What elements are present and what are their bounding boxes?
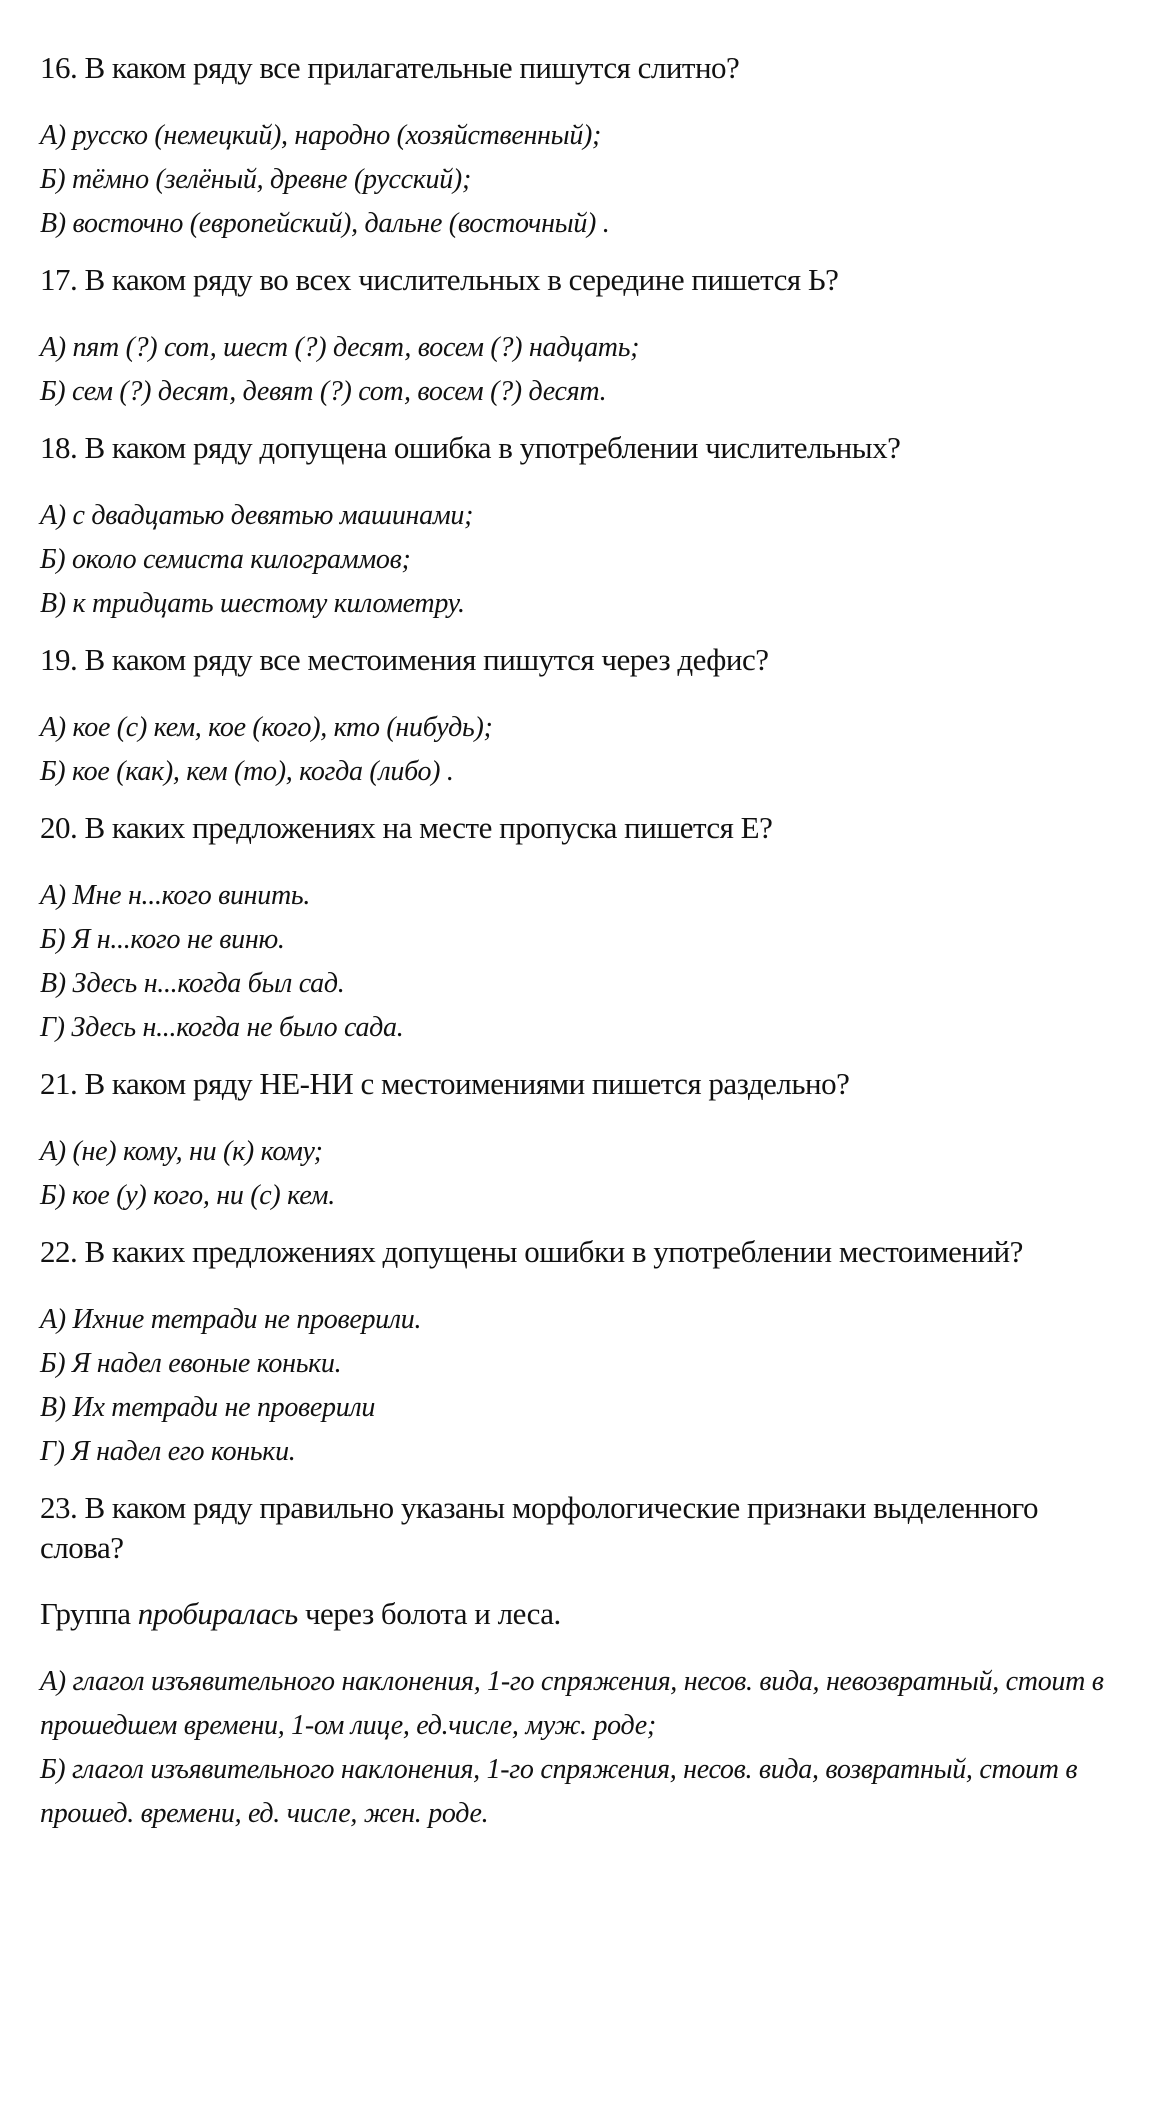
question-text: 17. В каком ряду во всех числительных в середине пишется Ь?	[40, 262, 839, 297]
option-item: В) Их тетради не проверили	[40, 1392, 376, 1423]
option-item: Б) тёмно (зелёный, древне (русский);	[40, 164, 471, 195]
option-item: А) с двадцатью девятью машинами;	[40, 500, 474, 531]
options-list	[40, 326, 1120, 414]
question-19	[40, 640, 1120, 794]
option-item: В) Здесь н...когда был сад.	[40, 968, 345, 999]
question-text: 19. В каком ряду все местоимения пишутся через дефис?	[40, 642, 769, 677]
option-item: А) русско (немецкий), народно (хозяйственный);	[40, 120, 602, 151]
sentence-end: через болота и леса.	[297, 1596, 561, 1631]
question-text: 22. В каких предложениях допущены ошибки в употреблении местоимений?	[40, 1234, 1023, 1269]
highlighted-word: пробиралась	[137, 1596, 298, 1631]
question-22	[40, 1232, 1120, 1474]
option-item: Г) Я надел его коньки.	[40, 1436, 296, 1467]
option-item: Б) кое (у) кого, ни (с) кем.	[40, 1180, 335, 1211]
question-text: 18. В каком ряду допущена ошибка в употреблении числительных?	[40, 430, 901, 465]
question-text: 21. В каком ряду НЕ-НИ с местоимениями пишется раздельно?	[40, 1066, 850, 1101]
options-list	[40, 874, 1120, 1050]
options-list	[40, 114, 1120, 246]
question-17	[40, 260, 1120, 414]
option-item: А) пят (?) сот, шест (?) десят, восем (?) надцать;	[40, 332, 640, 363]
options-list	[40, 706, 1120, 794]
options-list	[40, 1130, 1120, 1218]
option-item: В) восточно (европейский), дальне (восточный) .	[40, 208, 610, 239]
option-item: Б) Я н...кого не виню.	[40, 924, 285, 955]
option-item: В) к тридцать шестому километру.	[40, 588, 465, 619]
question-text: 16. В каком ряду все прилагательные пишутся слитно?	[40, 50, 740, 85]
options-list	[40, 494, 1120, 626]
option-item: Г) Здесь н...когда не было сада.	[40, 1012, 404, 1043]
option-item: Б) около семиста килограммов;	[40, 544, 411, 575]
question-text: 20. В каких предложениях на месте пропуска пишется Е?	[40, 810, 773, 845]
option-item: А) кое (с) кем, кое (кого), кто (нибудь);	[40, 712, 493, 743]
options-list	[40, 1660, 1120, 1836]
question-text: 23. В каком ряду правильно указаны морфологические признаки выделенного слова?	[40, 1490, 1039, 1565]
sentence-start: Группа	[40, 1596, 138, 1631]
option-item: Б) Я надел евоные коньки.	[40, 1348, 342, 1379]
question-21	[40, 1064, 1120, 1218]
question-18	[40, 428, 1120, 626]
option-item: Б) кое (как), кем (то), когда (либо) .	[40, 756, 454, 787]
option-item: Б) сем (?) десят, девят (?) сот, восем (?) десят.	[40, 376, 607, 407]
question-23	[40, 1488, 1120, 1836]
option-item: А) (не) кому, ни (к) кому;	[40, 1136, 323, 1167]
question-16	[40, 48, 1120, 246]
option-item: А) Ихние тетради не проверили.	[40, 1304, 422, 1335]
option-item: Б) глагол изъявительного наклонения, 1-го спряжения, несов. вида, возвратный, стоит в прошед. времени, ед. числе, жен. роде.	[40, 1754, 1078, 1829]
example-sentence	[40, 1594, 1120, 1634]
options-list	[40, 1298, 1120, 1474]
option-item: А) Мне н...кого винить.	[40, 880, 311, 911]
document-page	[40, 48, 1120, 1836]
question-20	[40, 808, 1120, 1050]
option-item: А) глагол изъявительного наклонения, 1-го спряжения, несов. вида, невозвратный, стоит в прошедшем времени, 1-ом лице, ед.числе, муж. роде;	[40, 1666, 1104, 1741]
